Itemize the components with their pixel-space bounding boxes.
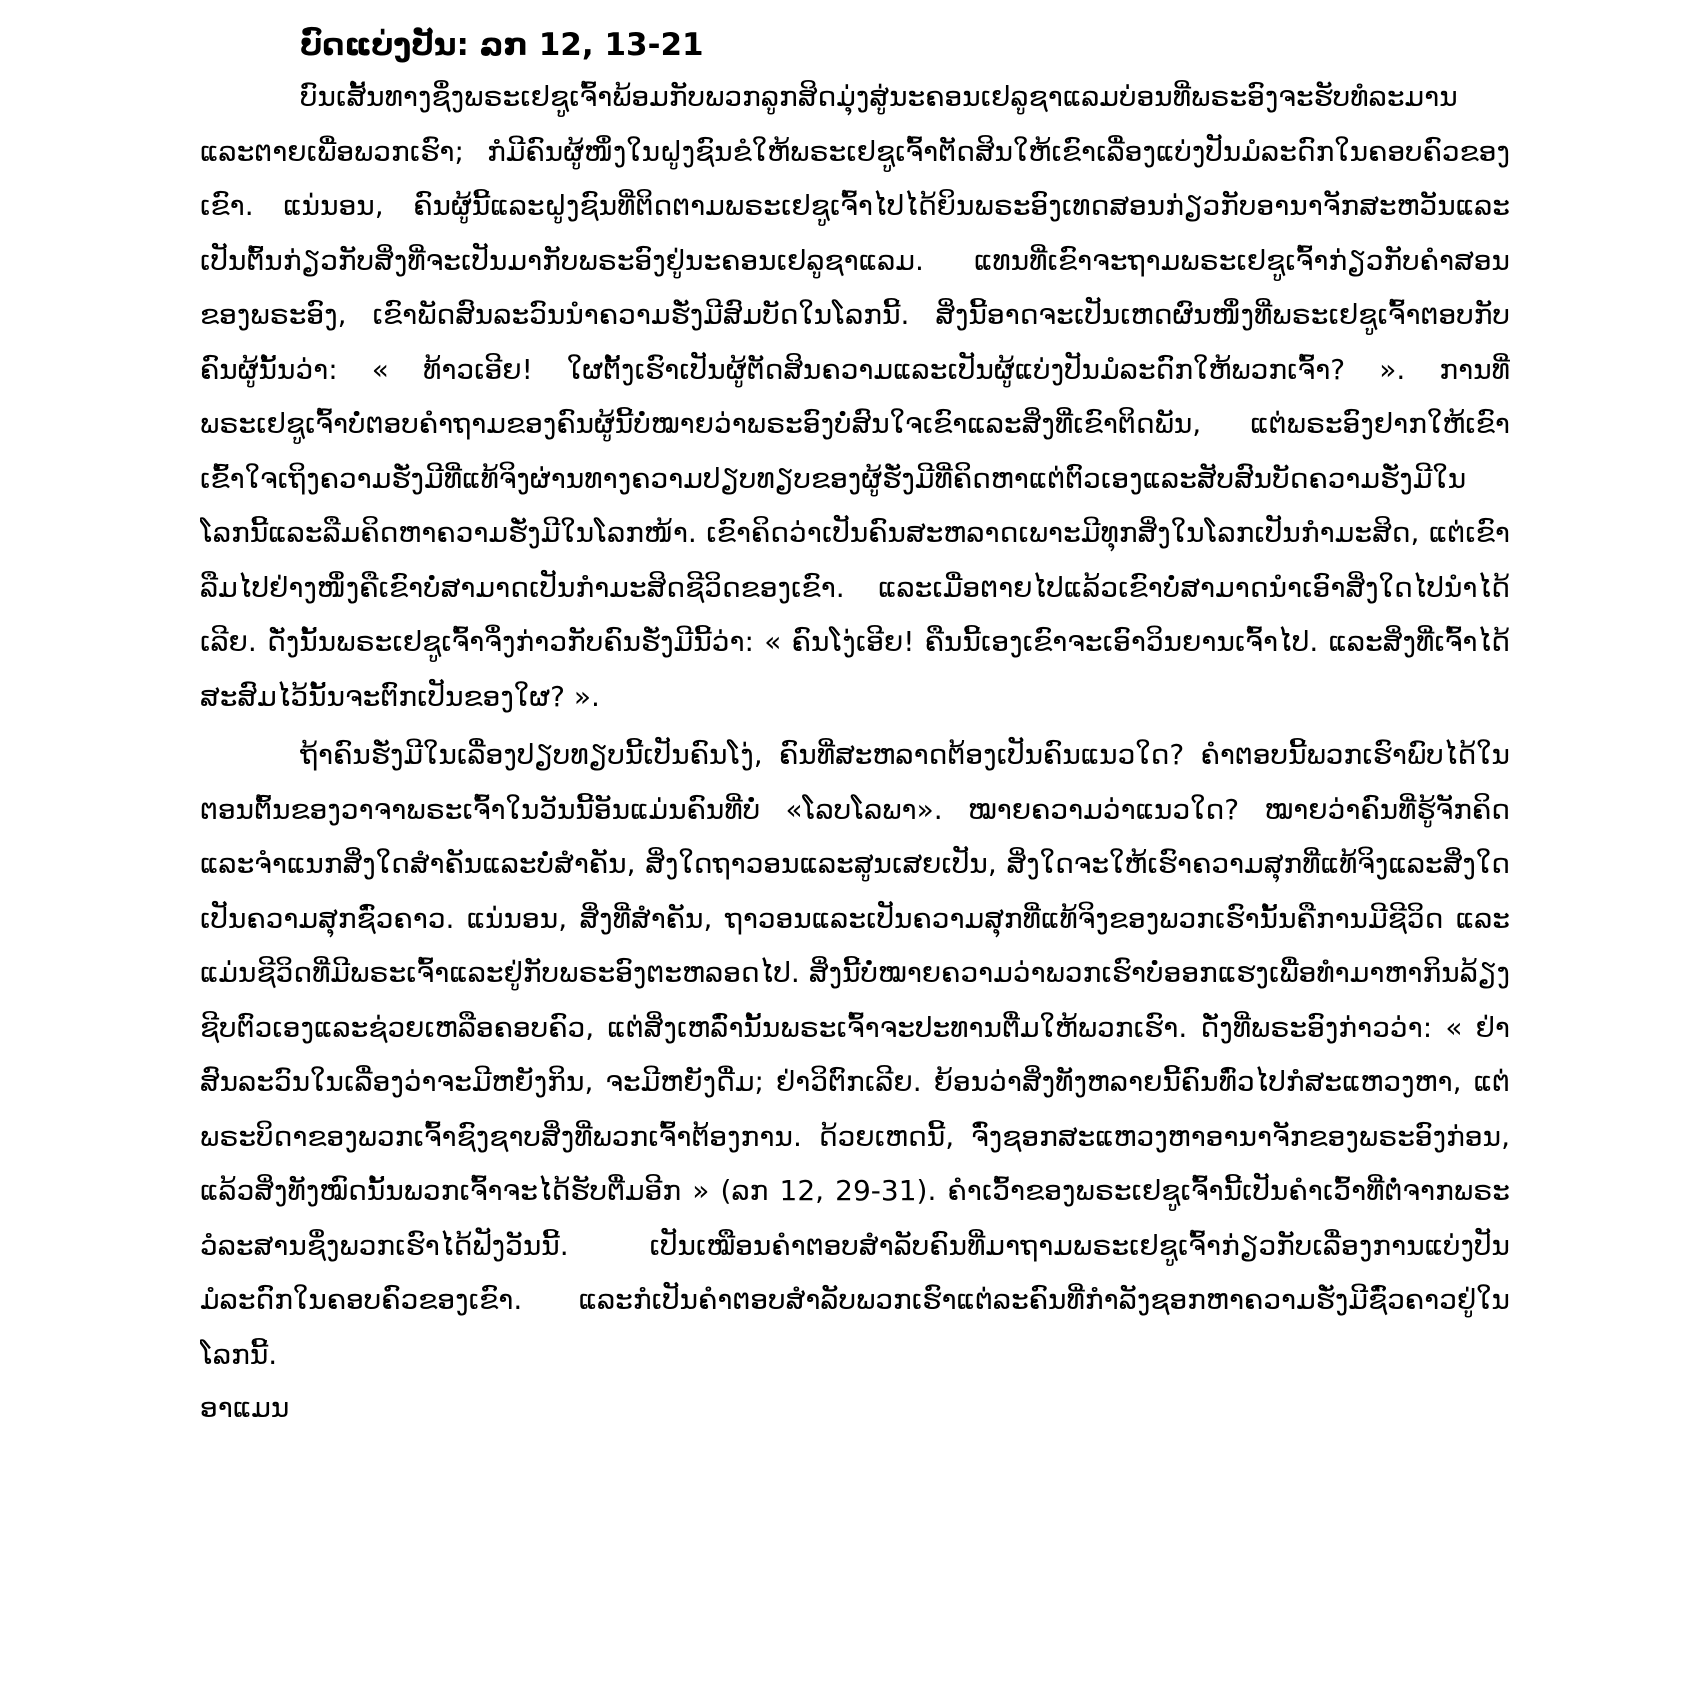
paragraph-2: ຖ້າຄົນຮັ່ງມີໃນເລື່ອງປຽບທຽບນີ້ເປັນຄົນໂງ່, ຄົນທີ່ສະຫລາດຕ້ອງເປັນຄົນແນວໃດ? ຄຳຕອບນີ້ພວກເຮົາພົບໄດ້ໃນຕອນຕົ້ນຂອງວາຈາພຣະເຈົ້າໃນວັນນີ້ອັນແມ່ນຄົນທີ່ບໍ່ «ໂລບໂລພາ». ໝາຍຄວາມວ່າແນວໃດ? ໝາຍວ່າຄົນທີ່ຮູ້ຈັກຄິດແລະຈຳແນກສິ່ງໃດສຳຄັນແລະບໍ່ສຳຄັນ, ສິ່ງໃດຖາວອນແລະສູນເສຍເປັນ, ສິ່ງໃດຈະໃຫ້ເຮົາຄວາມສຸກທີ່ແທ້ຈິງແລະສິ່ງໃດເປັນຄວາມສຸກຊົ່ວຄາວ. ແນ່ນອນ, ສິ່ງທີ່ສຳຄັນ, ຖາວອນແລະເປັນຄວາມສຸກທີ່ແທ້ຈິງຂອງພວກເຮົານັ້ນຄືການມີຊີວິດ ແລະແມ່ນຊີວິດທີ່ມີພຣະເຈົ້າແລະຢູ່ກັບພຣະອົງຕະຫລອດໄປ. ສິ່ງນີ້ບໍ່ໝາຍຄວາມວ່າພວກເຮົາບໍ່ອອກແຮງເພື່ອທຳມາຫາກິນລ້ຽງຊີບຕົວເອງແລະຊ່ວຍເຫລືອຄອບຄົວ, ແຕ່ສິ່ງເຫລົ່ານັ້ນພຣະເຈົ້າຈະປະທານຕື່ມໃຫ້ພວກເຮົາ. ດັ່ງທີ່ພຣະອົງກ່າວວ່າ: « ຢ່າສົນລະວົນໃນເລື່ອງວ່າຈະມີຫຍັງກິນ, ຈະມີຫຍັງດື່ມ; ຢ່າວິຕົກເລີຍ. ຍ້ອນວ່າສິ່ງທັງຫລາຍນີ້ຄົນທົ່ວໄປກໍສະແຫວງຫາ, ແຕ່ພຣະບິດາຂອງພວກເຈົ້າຊົງຊາບສິ່ງທີ່ພວກເຈົ້າຕ້ອງການ. ດ້ວຍເຫດນີ້, ຈົ່ງຊອກສະແຫວງຫາອານາຈັກຂອງພຣະອົງກ່ອນ, ແລ້ວສິ່ງທັງໝົດນັ້ນພວກເຈົ້າຈະໄດ້ຮັບຕື່ມອີກ » (ລກ 12, 29-31). ຄຳເວົ້າຂອງພຣະເຢຊູເຈົ້ານີ້ເປັນຄຳເວົ້າທີ່ຕໍ່ຈາກພຣະວໍລະສານຊຶ່ງພວກເຮົາໄດ້ຟັງວັນນີ້. ເປັນເໝືອນຄຳຕອບສຳລັບຄົນທີ່ມາຖາມພຣະເຢຊູເຈົ້າກ່ຽວກັບເລື່ອງການແບ່ງປັນມໍລະດົກໃນຄອບຄົວຂອງເຂົາ. ແລະກໍເປັນຄຳຕອບສຳລັບພວກເຮົາແຕ່ລະຄົນທີ່ກຳລັງຊອກຫາຄວາມຮັ່ງມີຊົ່ວຄາວຢູ່ໃນໂລກນີ້. bbox=[200, 738, 1510, 1371]
document-page bbox=[200, 20, 1510, 1680]
closing-amen: ອາແມນ bbox=[200, 1391, 290, 1424]
paragraph-1: ບົນເສັ້ນທາງຊຶ່ງພຣະເຢຊູເຈົ້າພ້ອມກັບພວກລູກສິດມຸ່ງສູ່ນະຄອນເຢລູຊາແລມບ່ອນທີ່ພຣະອົງຈະຮັບທໍລະມານແລະຕາຍເພື່ອພວກເຮົາ; ກໍມີຄົນຜູ້ໜຶ່ງໃນຝູງຊົນຂໍໃຫ້ພຣະເຢຊູເຈົ້າຕັດສິນໃຫ້ເຂົາເລື່ອງແບ່ງປັນມໍລະດົກໃນຄອບຄົວຂອງເຂົາ. ແນ່ນອນ, ຄົນຜູ້ນີ້ແລະຝູງຊົນທີ່ຕິດຕາມພຣະເຢຊູເຈົ້າໄປໄດ້ຍິນພຣະອົງເທດສອນກ່ຽວກັບອານາຈັກສະຫວັນແລະເປັນຕົ້ນກ່ຽວກັບສິ່ງທີ່ຈະເປັນມາກັບພຣະອົງຢູ່ນະຄອນເຢລູຊາແລມ. ແທນທີ່ເຂົາຈະຖາມພຣະເຢຊູເຈົ້າກ່ຽວກັບຄຳສອນຂອງພຣະອົງ, ເຂົາພັດສົນລະວົນນຳຄວາມຮັ່ງມີສົມບັດໃນໂລກນີ້. ສິ່ງນີ້ອາດຈະເປັນເຫດຜົນໜຶ່ງທີ່ພຣະເຢຊູເຈົ້າຕອບກັບຄົນຜູ້ນັ້ນວ່າ: « ທ້າວເອີຍ! ໃຜຕັ້ງເຮົາເປັນຜູ້ຕັດສິນຄວາມແລະເປັນຜູ້ແບ່ງປັນມໍລະດົກໃຫ້ພວກເຈົ້າ? ». ການທີ່ພຣະເຢຊູເຈົ້າບໍ່ຕອບຄຳຖາມຂອງຄົນຜູ້ນີ້ບໍ່ໝາຍວ່າພຣະອົງບໍ່ສົນໃຈເຂົາແລະສິ່ງທີ່ເຂົາຕິດພັນ, ແຕ່ພຣະອົງຢາກໃຫ້ເຂົາເຂົ້າໃຈເຖິງຄວາມຮັ່ງມີທີ່ແທ້ຈິງຜ່ານທາງຄວາມປຽບທຽບຂອງຜູ້ຮັ່ງມີທີ່ຄິດຫາແຕ່ຕົວເອງແລະສັບສົນບັດຄວາມຮັ່ງມີໃນໂລກນີ້ແລະລືມຄິດຫາຄວາມຮັ່ງມີໃນໂລກໜ້າ. ເຂົາຄິດວ່າເປັນຄົນສະຫລາດເພາະມີທຸກສິ່ງໃນໂລກເປັນກຳມະສິດ, ແຕ່ເຂົາລືມໄປຢ່າງໜຶ່ງຄືເຂົາບໍ່ສາມາດເປັນກຳມະສິດຊີວິດຂອງເຂົາ. ແລະເມື່ອຕາຍໄປແລ້ວເຂົາບໍ່ສາມາດນຳເອົາສິ່ງໃດໄປນຳໄດ້ເລີຍ. ດັ່ງນັ້ນພຣະເຢຊູເຈົ້າຈຶ່ງກ່າວກັບຄົນຮັ່ງມີນີ້ວ່າ: « ຄົນໂງ່ເອີຍ! ຄືນນີ້ເອງເຂົາຈະເອົາວິນຍານເຈົ້າໄປ. ແລະສິ່ງທີ່ເຈົ້າໄດ້ສະສົມໄວ້ນັ້ນຈະຕົກເປັນຂອງໃຜ? ». bbox=[200, 80, 1510, 713]
document-title: ບົດແບ່ງປັນ: ລກ 12, 13-21 bbox=[300, 27, 704, 63]
